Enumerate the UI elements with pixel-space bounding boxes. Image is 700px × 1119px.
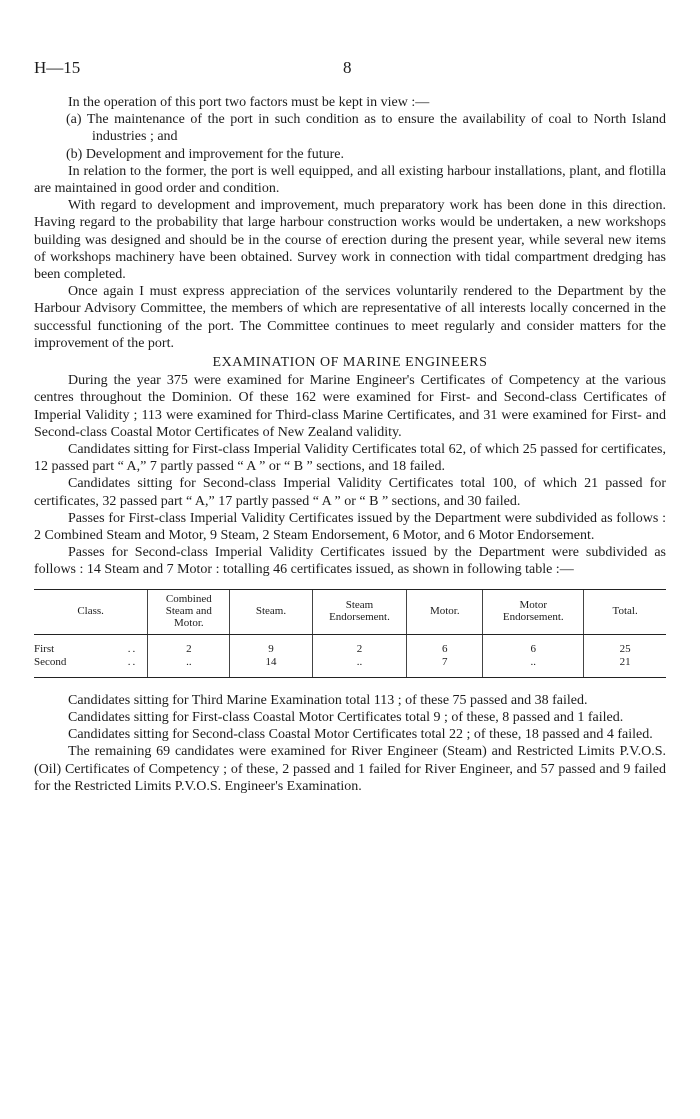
paragraph: Candidates sitting for First-class Coastal Motor Certificates total 9 ; of these, 8 passed and 1 failed. [68,709,624,725]
paragraph: With regard to development and improvement, much preparatory work has been done in this direction. Having regard to the probability that large harbour construction works would be undertaken, a new workshops building was designed and should be in the course of erection during the present year, while several new items of workshops machinery have been obtained. Survey work in connection with tidal compartment dredging has been completed. [34,198,666,283]
cell-total: 25 [584,634,666,656]
paragraph: Candidates sitting for Second-class Imperial Validity Certificates total 100, of which 21 passed for certificates, 32 passed part “ A,” 17 partly passed “ A ” or “ B ” sections, and 30 failed. [34,476,666,509]
cell-class: First .. [34,643,138,656]
cell-total: 21 [584,656,666,678]
section-heading: EXAMINATION OF MARINE ENGINEERS [212,355,488,371]
paragraph: The remaining 69 candidates were examined for River Engineer (Steam) and Restricted Limits P.V.O.S. (Oil) Certificates of Competency ; of these, 2 passed and 1 failed for River Engineer, and 57 passed and 9 failed for the Restricted Limits P.V.O.S. Engineer's Examination. [34,744,666,794]
document-body [34,94,666,795]
intro-item-b: (b) Development and improvement for the future. [66,146,344,162]
col-steam-endorsement: Steam Endorsement. [312,589,407,634]
intro-item-a: (a) The maintenance of the port in such condition as to ensure the availability of coal to North Island industries ; and [66,112,666,145]
paragraph: Candidates sitting for Second-class Coastal Motor Certificates total 22 ; of these, 18 passed and 4 failed. [68,727,653,743]
page-number: 8 [343,58,352,77]
paragraph: Passes for First-class Imperial Validity Certificates issued by the Department were subdivided as follows : 2 Combined Steam and Motor, 9 Steam, 2 Steam Endorsement, 6 Motor, and 6 Motor Endorsement. [34,510,666,544]
cell-steam-endorsement: 2 [312,634,407,656]
certificates-table [34,589,666,678]
table-row [34,656,666,678]
cell-class: Second .. [34,656,148,678]
cell-steam: 9 [230,634,312,656]
col-total: Total. [584,589,666,634]
table-row [34,634,666,656]
col-motor: Motor. [407,589,483,634]
paragraph: Candidates sitting for Third Marine Examination total 113 ; of these 75 passed and 38 failed. [68,692,588,708]
page-header [34,58,666,80]
paragraph: In relation to the former, the port is well equipped, and all existing harbour installations, plant, and flotilla are maintained in good order and condition. [34,163,666,197]
cell-motor: 6 [407,634,483,656]
col-class: Class. [34,589,148,634]
cell-motor: 7 [407,656,483,678]
col-motor-endorsement: Motor Endorsement. [483,589,584,634]
intro-lead: In the operation of this port two factors must be kept in view :— [68,95,430,110]
document-reference: H—15 [34,58,81,77]
paragraph: Once again I must express appreciation of the services voluntarily rendered to the Department by the Harbour Advisory Committee, the members of which are representative of all interests locally concerned in the successful functioning of the port. The Committee continues to meet regularly and consider matters for the improvement of the port. [34,284,666,351]
table-header-row [34,589,666,634]
cell-motor-endorsement: .. [483,656,584,678]
cell-steam-endorsement: .. [312,656,407,678]
col-combined: Combined Steam and Motor. [148,589,230,634]
cell-motor-endorsement: 6 [483,634,584,656]
paragraph: Candidates sitting for First-class Imperial Validity Certificates total 62, of which 25 passed for certificates, 12 passed part “ A,” 7 partly passed “ A ” or “ B ” sections, and 18 failed. [34,442,666,475]
cell-combined: 2 [148,634,230,656]
col-steam: Steam. [230,589,312,634]
cell-combined: .. [148,656,230,678]
paragraph: Passes for Second-class Imperial Validity Certificates issued by the Department were subdivided as follows : 14 Steam and 7 Motor : totalling 46 certificates issued, as shown in following table :— [34,545,666,578]
cell-steam: 14 [230,656,312,678]
paragraph: During the year 375 were examined for Marine Engineer's Certificates of Competency at the various centres throughout the Dominion. Of these 162 were examined for First- and Second-class Certificates of Imperial Validity ; 113 were examined for Third-class Marine Certificates, and 31 were examined for First- and Second-class Coastal Motor Certificates of New Zealand validity. [34,373,666,440]
